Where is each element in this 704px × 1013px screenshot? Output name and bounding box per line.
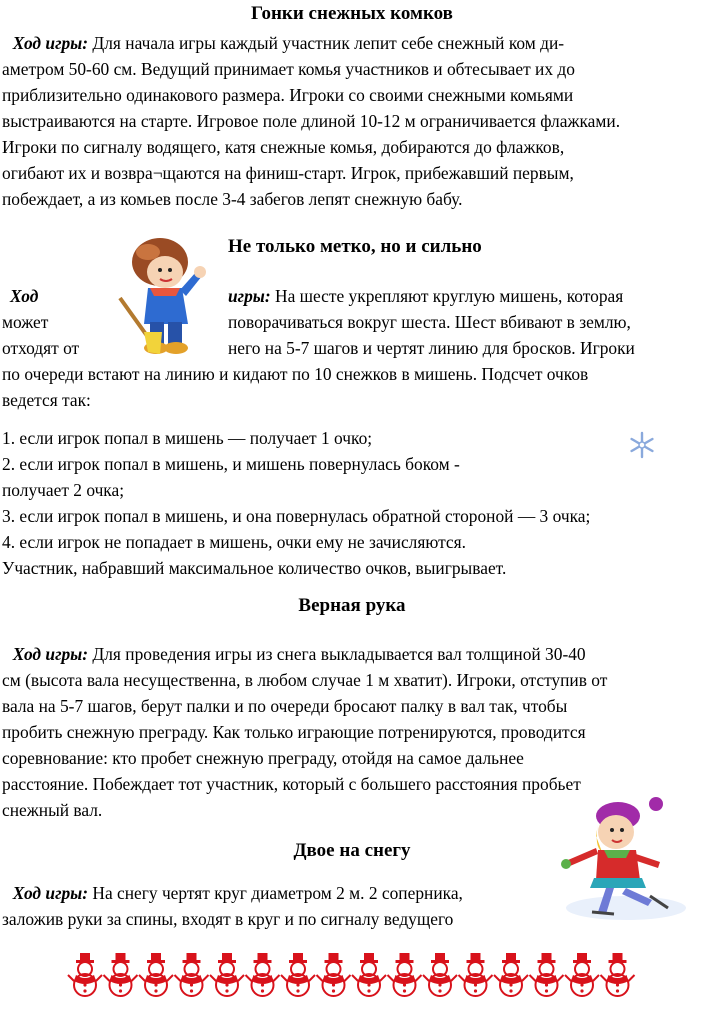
paragraph-line: вала на 5-7 шагов, берут палки и по очереди бросают палку в вал так, чтобы — [2, 696, 568, 716]
scoring-item: 1. если игрок попал в мишень — получает 1 очко; — [2, 428, 373, 448]
snowflake-icon — [628, 431, 656, 459]
section-title-snowball-race: Гонки снежных комков — [251, 3, 453, 24]
paragraph-line: огибают их и возвра¬щаются на финиш-старт. Игрок, прибежавший первым, — [2, 163, 574, 183]
scoring-item: 2. если игрок попал в мишень, и мишень повернулась боком - — [2, 454, 460, 474]
paragraph-line: пробить снежную преграду. Как только играющие потренируются, проводится — [2, 722, 586, 742]
snowman-icon — [494, 953, 528, 996]
boy-with-shovel-illustration — [110, 232, 220, 360]
snowman-icon — [68, 953, 102, 996]
game-lead: Ход игры: — [12, 33, 89, 53]
snowman-icon — [352, 953, 386, 996]
paragraph-line: Участник, набравший максимальное количество очков, выигрывает. — [2, 558, 507, 578]
paragraph-line: игры: На шесте укрепляют круглую мишень, которая — [228, 286, 624, 306]
paragraph-line: по очереди встают на линию и кидают по 10 снежков в мишень. Подсчет очков — [2, 364, 589, 384]
snowman-icon — [175, 953, 209, 996]
paragraph-line: поворачиваться вокруг шеста. Шест вбивают в землю, — [228, 312, 631, 332]
paragraph-line: ведется так: — [2, 390, 91, 410]
paragraph-line: Ход игры: На снегу чертят круг диаметром 2 м. 2 соперника, — [12, 883, 463, 903]
paragraph-line: снежный вал. — [2, 800, 103, 820]
section-title-accuracy: Не только метко, но и сильно — [228, 236, 482, 257]
snowman-icon — [210, 953, 244, 996]
snowman-icon — [459, 953, 493, 996]
paragraph-line: заложив руки за спины, входят в круг и по сигналу ведущего — [2, 909, 454, 929]
paragraph-line-left: отходят от — [2, 338, 80, 358]
scoring-item: 3. если игрок попал в мишень, и она повернулась обратной стороной — 3 очка; — [2, 506, 591, 526]
game-lead: Ход игры: — [12, 644, 89, 664]
paragraph-line-left: может — [2, 312, 49, 332]
snowman-border-decoration — [66, 951, 638, 999]
paragraph-line: Игроки по сигналу водящего, катя снежные комья, добираются до флажков, — [2, 137, 565, 157]
paragraph-line: него на 5-7 шагов и чертят линию для бросков. Игроки — [228, 338, 635, 358]
paragraph-line: Ход игры: Для начала игры каждый участник лепит себе снежный ком ди- — [12, 33, 565, 53]
paragraph-line: соревнование: кто пробет снежную преграду, отойдя на самое дальнее — [2, 748, 524, 768]
section-title-two-on-snow: Двое на снегу — [293, 840, 411, 861]
snowman-icon — [317, 953, 351, 996]
game-lead-left: Ход — [10, 286, 39, 306]
snowman-icon — [423, 953, 457, 996]
snowman-icon — [565, 953, 599, 996]
scoring-item: 4. если игрок не попадает в мишень, очки ему не зачисляются. — [2, 532, 466, 552]
paragraph-line: приблизительно одинакового размера. Игроки со своими снежными комьями — [2, 85, 574, 105]
snowman-icon — [601, 953, 635, 996]
snowman-icon — [246, 953, 280, 996]
paragraph-line: побеждает, а из комьев после 3-4 забегов лепят снежную бабу. — [2, 189, 463, 209]
paragraph-line: аметром 50-60 см. Ведущий принимает комья участников и обтесывает их до — [2, 59, 575, 79]
snowman-icon — [281, 953, 315, 996]
paragraph-line: выстраиваются на старте. Игровое поле длиной 10-12 м ограничивается флажками. — [2, 111, 621, 131]
scoring-item: получает 2 очка; — [2, 480, 125, 500]
snowman-icon — [388, 953, 422, 996]
paragraph-line: Ход игры: Для проведения игры из снега выкладывается вал толщиной 30-40 — [12, 644, 586, 664]
snowman-icon — [139, 953, 173, 996]
paragraph-line: см (высота вала несущественна, в любом случае 1 м хватит). Игроки, отступив от — [2, 670, 608, 690]
game-lead: Ход игры: — [12, 883, 89, 903]
snowman-icon — [530, 953, 564, 996]
section-title-steady-hand: Верная рука — [298, 595, 406, 616]
snowman-icon — [104, 953, 138, 996]
paragraph-line: расстояние. Побеждает тот участник, который с большего расстояния пробьет — [2, 774, 581, 794]
skating-girl-illustration — [556, 796, 696, 928]
